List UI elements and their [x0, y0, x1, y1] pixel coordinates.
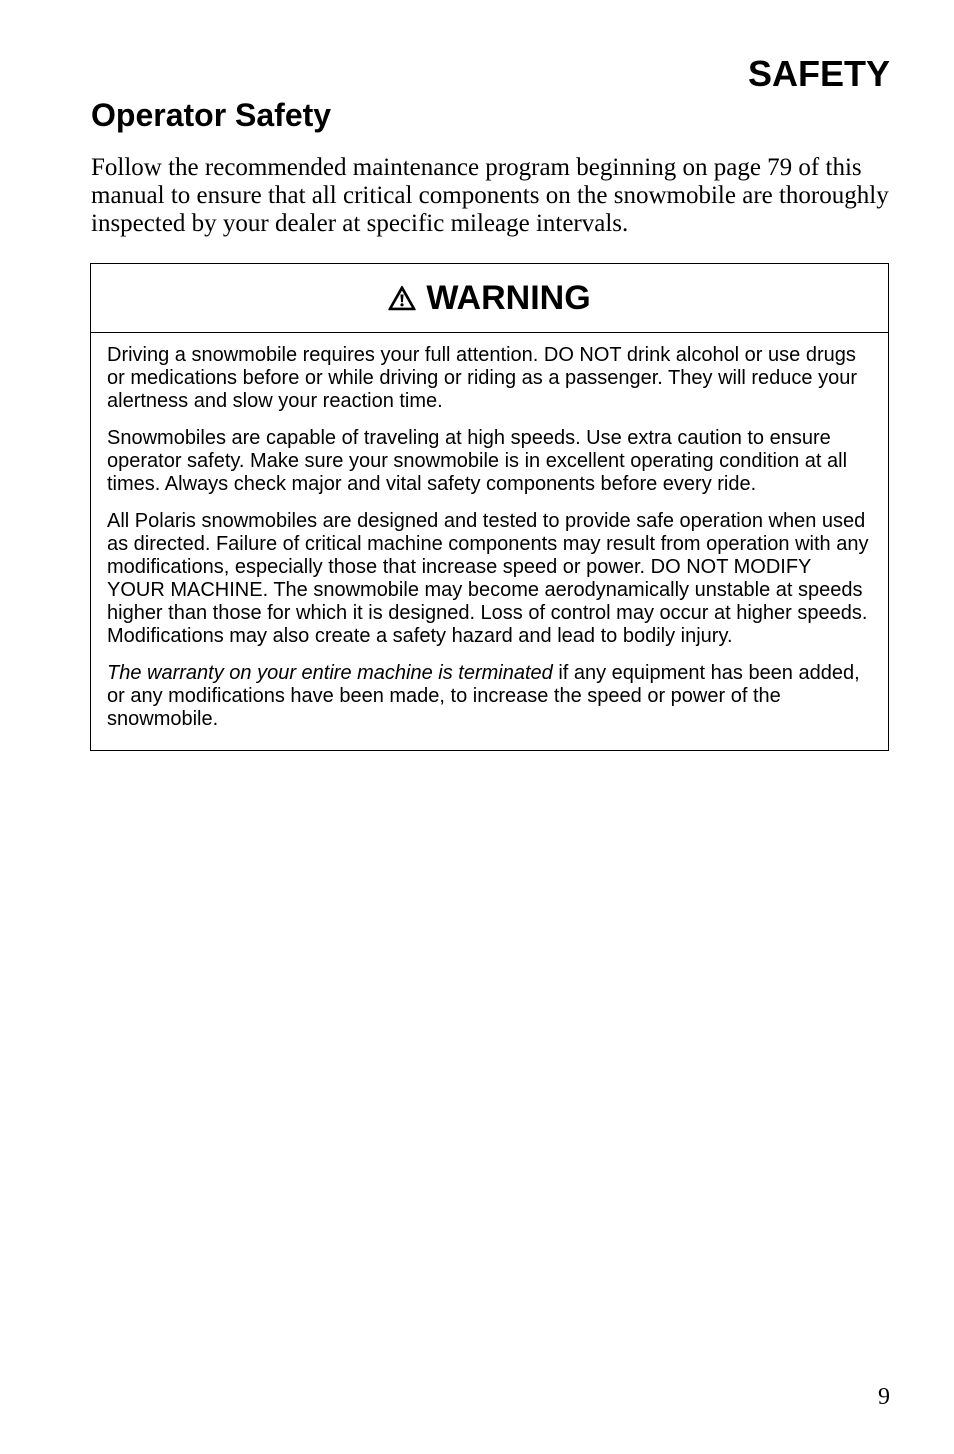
warranty-text: if any equipment has been added, or any modifications have been made, to increase the speed or power of the snowmobile.: [107, 662, 860, 730]
warning-paragraph-warranty: [107, 662, 872, 731]
warning-paragraph-speed: Snowmobiles are capable of traveling at high speeds. Use extra caution to ensure operator safety. Make sure your snowmobile is in excellent operating condition at all times. Always check major and vital safety components before every ride.: [107, 427, 848, 495]
intro-paragraph: Follow the recommended maintenance program beginning on page 79 of this manual to ensure that all critical components on the snowmobile are thoroughly inspected by your dealer at specific mileage intervals.: [91, 154, 889, 237]
warning-body: [91, 333, 888, 750]
page-title: Operator Safety: [91, 97, 332, 133]
section-header: SAFETY: [747, 53, 890, 94]
warning-paragraph-modifications: All Polaris snowmobiles are designed and tested to provide safe operation when used as directed. Failure of critical machine components may result from operation with any modifications, especially those that increase speed or power. DO NOT MODIFY YOUR MACHINE. The snowmobile may become aerodynamically unstable at speeds higher than those for which it is designed. Loss of control may occur at higher speeds. Modifications may also create a safety hazard and lead to bodily injury.: [107, 510, 869, 647]
warning-paragraph-attention: Driving a snowmobile requires your full attention. DO NOT drink alcohol or use drugs or medications before or while driving or riding as a passenger. They will reduce your alertness and slow your reaction time.: [107, 344, 858, 412]
warranty-emphasis: The warranty on your entire machine is terminated: [107, 662, 553, 684]
warning-label: WARNING: [426, 279, 591, 317]
warning-box: [90, 263, 889, 751]
warning-triangle-icon: [388, 285, 416, 311]
page-number: 9: [878, 1384, 890, 1410]
warning-header: [91, 264, 888, 333]
